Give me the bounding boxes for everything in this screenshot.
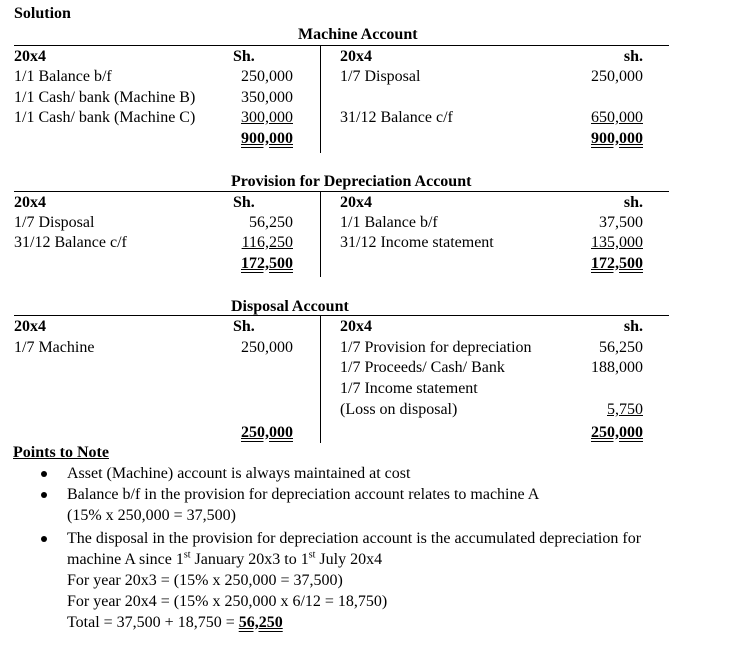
provision-account-title: Provision for Depreciation Account: [231, 173, 472, 190]
machine-right-date-header: 20x4: [340, 48, 372, 65]
point-text: The disposal in the provision for depreciation account is the accumulated depreciation for: [67, 530, 642, 547]
point-text: [67, 614, 283, 632]
provision-right-row-amount: 37,500: [599, 214, 643, 231]
point-text: (15% x 250,000 = 37,500): [67, 507, 237, 524]
machine-right-row-desc: 1/7 Disposal: [340, 68, 421, 85]
provision-left-row-amount: 56,250: [249, 214, 293, 231]
disposal-right-date-header: 20x4: [340, 318, 372, 335]
machine-right-row-amount: 250,000: [591, 68, 643, 85]
disposal-right-row-desc: (Loss on disposal): [340, 401, 458, 418]
machine-account-top-rule: [14, 45, 669, 46]
point-text: Balance b/f in the provision for depreciation account relates to machine A: [67, 486, 540, 503]
machine-left-row-amount: 350,000: [241, 89, 293, 106]
provision-left-row-desc: 31/12 Balance c/f: [14, 234, 127, 251]
machine-left-row-amount: 250,000: [241, 68, 293, 85]
machine-left-row-desc: 1/1 Balance b/f: [14, 68, 112, 85]
disposal-right-row-amount: 188,000: [591, 359, 643, 376]
point-text-part: July 20x4: [315, 551, 383, 568]
machine-left-row-desc: 1/1 Cash/ bank (Machine B): [14, 89, 196, 106]
point-text-part: January 20x3 to 1: [190, 551, 309, 568]
disposal-left-amount-header: Sh.: [233, 318, 255, 335]
disposal-right-row-desc: 1/7 Provision for depreciation: [340, 339, 532, 356]
disposal-left-total: 250,000: [241, 424, 293, 441]
disposal-account-divider: [320, 315, 321, 443]
disposal-account-title: Disposal Account: [231, 298, 349, 315]
provision-left-total: 172,500: [241, 255, 293, 272]
disposal-left-row-desc: 1/7 Machine: [14, 339, 95, 356]
provision-right-row-desc: 1/1 Balance b/f: [340, 214, 438, 231]
machine-right-row-amount: 650,000: [591, 109, 643, 126]
bullet-dot: [41, 471, 47, 477]
point-text: Asset (Machine) account is always maintained at cost: [67, 465, 411, 482]
machine-left-amount-header: Sh.: [233, 48, 255, 65]
bullet-dot: [41, 536, 47, 542]
ordinal-suffix: st: [183, 549, 191, 561]
machine-left-row-amount: 300,000: [241, 109, 293, 126]
point-text: [67, 551, 382, 569]
disposal-right-total: 250,000: [591, 424, 643, 441]
disposal-right-row-desc: 1/7 Proceeds/ Cash/ Bank: [340, 359, 505, 376]
disposal-right-row-amount: 56,250: [599, 339, 643, 356]
machine-left-date-header: 20x4: [14, 48, 46, 65]
machine-left-total: 900,000: [241, 130, 293, 147]
provision-left-row-desc: 1/7 Disposal: [14, 214, 95, 231]
provision-right-date-header: 20x4: [340, 194, 372, 211]
point-text: For year 20x3 = (15% x 250,000 = 37,500): [67, 572, 343, 589]
bullet-dot: [41, 492, 47, 498]
disposal-right-amount-header: sh.: [623, 318, 643, 335]
provision-account-top-rule: [14, 191, 669, 192]
machine-right-amount-header: sh.: [623, 48, 643, 65]
point-text-part: Total = 37,500 + 18,750 =: [67, 614, 239, 631]
total-depreciation-value: 56,250: [238, 614, 283, 631]
solution-heading: Solution: [14, 5, 71, 22]
provision-left-row-amount: 116,250: [241, 234, 293, 251]
provision-account-divider: [320, 191, 321, 277]
provision-right-row-desc: 31/12 Income statement: [340, 234, 494, 251]
disposal-right-row-desc: 1/7 Income statement: [340, 380, 478, 397]
points-heading: Points to Note: [13, 444, 109, 461]
machine-right-row-desc: 31/12 Balance c/f: [340, 109, 453, 126]
provision-right-total: 172,500: [591, 255, 643, 272]
point-text: For year 20x4 = (15% x 250,000 x 6/12 = 18,750): [67, 593, 388, 610]
point-text-part: machine A since 1: [67, 551, 184, 568]
machine-right-total: 900,000: [591, 130, 643, 147]
machine-left-row-desc: 1/1 Cash/ bank (Machine C): [14, 109, 196, 126]
provision-left-amount-header: Sh.: [233, 194, 255, 211]
machine-account-title: Machine Account: [298, 26, 418, 43]
provision-right-amount-header: sh.: [623, 194, 643, 211]
disposal-right-row-amount: 5,750: [607, 401, 643, 418]
disposal-left-date-header: 20x4: [14, 318, 46, 335]
provision-right-row-amount: 135,000: [591, 234, 643, 251]
machine-account-divider: [320, 45, 321, 153]
disposal-left-row-amount: 250,000: [241, 339, 293, 356]
ordinal-suffix: st: [308, 549, 316, 561]
disposal-account-top-rule: [14, 315, 669, 316]
provision-left-date-header: 20x4: [14, 194, 46, 211]
